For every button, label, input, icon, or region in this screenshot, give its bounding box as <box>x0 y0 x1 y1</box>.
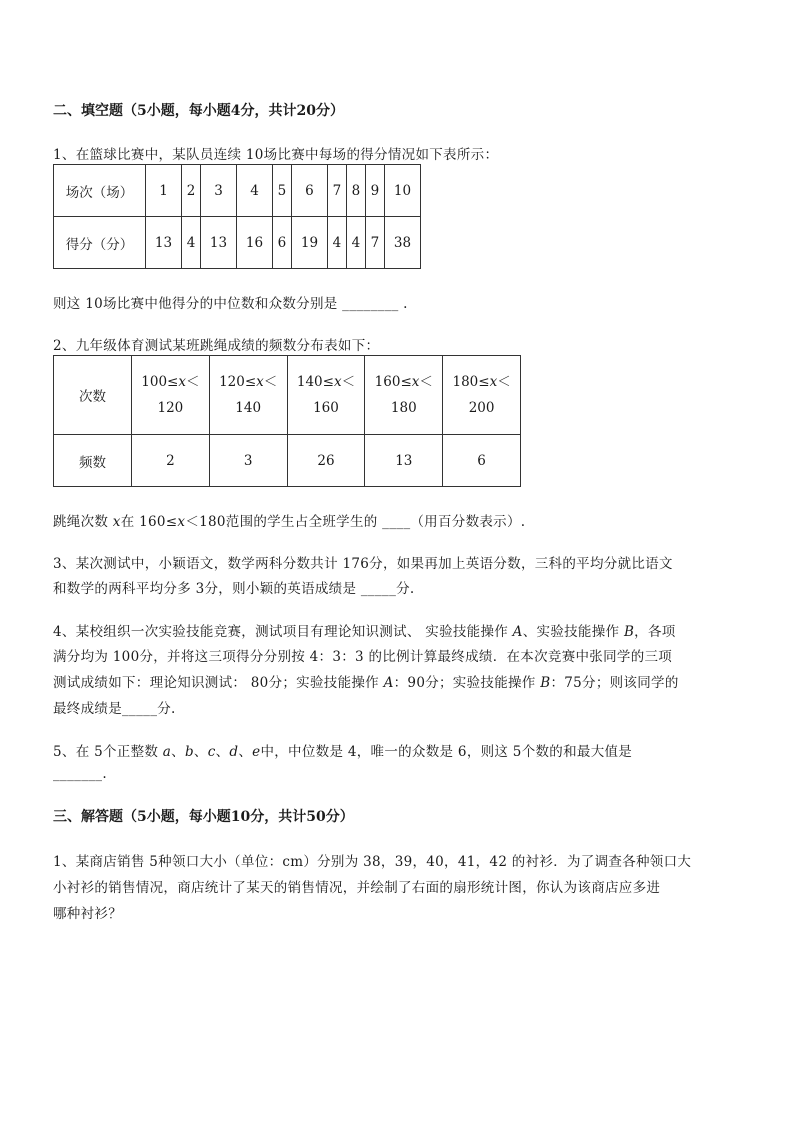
q1-score-cell: 38 <box>384 217 420 269</box>
q4-line2: 满分均为 100分，并将这三项得分分别按 4：3：3 的比例计算最终成绩．在本次竞赛中张同学的三项 <box>53 649 673 665</box>
q2-range-top <box>365 369 442 395</box>
q2-range-from: 180≤ <box>452 374 490 390</box>
q2-range-cell <box>209 356 287 435</box>
q2-range-top <box>288 369 365 395</box>
q5-var: d <box>229 744 239 760</box>
q1-game-cell: 6 <box>291 165 327 217</box>
q5-var: b <box>184 744 194 760</box>
q3-line1: 3、某次测试中，小颖语文，数学两科分数共计 176分，如果再加上英语分数，三科的平均分就比语文 <box>53 556 673 572</box>
q4-line1-b: 、实验技能操作 <box>522 624 624 640</box>
q2-question <box>53 510 525 530</box>
q1-question: 则这 10场比赛中他得分的中位数和众数分别是 ________ . <box>53 296 408 312</box>
q1-game-cell: 3 <box>200 165 236 217</box>
q1-text: 1、在篮球比赛中，某队员连续 10场比赛中每场的得分情况如下表所示： <box>53 147 499 163</box>
s3q1-line3: 哪种衬衫？ <box>53 906 122 922</box>
q2-range-to: 200 <box>468 400 495 416</box>
q1-score-cell: 7 <box>365 217 384 269</box>
q5-sep: 、 <box>171 744 185 760</box>
q2-text: 2、九年级体育测试某班跳绳成绩的频数分布表如下： <box>53 338 380 354</box>
q5-line1 <box>53 740 632 760</box>
q2-row-freqs <box>54 435 521 487</box>
q4-line1 <box>53 620 676 640</box>
q2-range-var: x <box>333 374 342 390</box>
q5-line2: _______. <box>53 766 107 782</box>
q2-question-c: ＜180范围的学生占全班学生的 ____（用百分数表示）. <box>185 514 526 530</box>
q1-game-cell: 8 <box>346 165 365 217</box>
q4-line1-a: 4、某校组织一次实验技能竞赛，测试项目有理论知识测试、 实验技能操作 <box>53 624 513 640</box>
q4-var-b: B <box>623 624 635 640</box>
q1-score-cell: 16 <box>236 217 272 269</box>
q2-freq-cell: 26 <box>287 435 365 487</box>
q4-line3 <box>53 671 679 691</box>
q4-line3-b: ：90分；实验技能操作 <box>393 675 541 691</box>
q2-range-from: 160≤ <box>374 374 412 390</box>
q2-range-cell <box>443 356 521 435</box>
q2-freq-cell: 2 <box>132 435 210 487</box>
q4-line1-c: ，各项 <box>634 624 676 640</box>
q2-range-top <box>443 369 520 395</box>
q5-var: c <box>207 744 216 760</box>
q1-score-cell: 13 <box>146 217 182 269</box>
q5-line1-b: 中，中位数是 4，唯一的众数是 6，则这 5个数的和最大值是 <box>260 744 633 760</box>
q2-frequency-table <box>53 355 521 487</box>
q2-range-lt: ＜ <box>341 374 356 390</box>
q2-freq-cell: 3 <box>209 435 287 487</box>
q4-var-a: A <box>383 675 394 691</box>
section-title-solutions: 三、解答题（5小题，每小题10分，共计50分） <box>53 809 354 825</box>
q2-range-from: 140≤ <box>296 374 334 390</box>
q2-range-lt: ＜ <box>497 374 511 390</box>
q1-row2-header: 得分（分） <box>54 217 146 269</box>
q2-range-top <box>210 369 287 395</box>
q1-game-cell: 5 <box>272 165 291 217</box>
section-title-fill-in: 二、填空题（5小题，每小题4分，共计20分） <box>53 103 344 119</box>
q2-range-lt: ＜ <box>186 374 200 390</box>
q2-range-var: x <box>256 374 264 390</box>
q2-range-lt: ＜ <box>419 374 433 390</box>
q5-var: e <box>252 744 261 760</box>
q2-range-to: 180 <box>390 400 417 416</box>
q5-line1-a: 5、在 5个正整数 <box>53 744 163 760</box>
q2-question-var: x <box>112 514 121 530</box>
q2-range-from: 120≤ <box>219 374 257 390</box>
q4-line3-c: ：75分；则该同学的 <box>550 675 679 691</box>
q2-range-from: 100≤ <box>141 374 179 390</box>
q1-game-cell: 1 <box>146 165 182 217</box>
q2-range-cell <box>365 356 443 435</box>
q5-sep: 、 <box>238 744 253 760</box>
q2-question-var2: x <box>177 514 186 530</box>
q2-range-to: 120 <box>157 400 184 416</box>
q2-range-to: 140 <box>235 400 262 416</box>
q3-line2: 和数学的两科平均分多 3分，则小颖的英语成绩是 _____分. <box>53 581 415 597</box>
q5-sep: 、 <box>215 744 230 760</box>
q1-game-cell: 2 <box>182 165 201 217</box>
q2-range-var: x <box>411 374 420 390</box>
q5-var: a <box>162 744 172 760</box>
q1-score-cell: 4 <box>327 217 346 269</box>
q1-score-cell: 19 <box>291 217 327 269</box>
q2-row2-header: 频数 <box>54 435 132 487</box>
q4-var-a: A <box>512 624 523 640</box>
q1-score-cell: 13 <box>200 217 236 269</box>
q4-line4: 最终成绩是_____分. <box>53 701 176 717</box>
q2-range-cell <box>132 356 210 435</box>
q2-question-a: 跳绳次数 <box>53 514 113 530</box>
q2-range-top <box>132 369 209 395</box>
q4-line3-a: 测试成绩如下：理论知识测试： 80分；实验技能操作 <box>53 675 384 691</box>
q1-score-cell: 4 <box>182 217 201 269</box>
q2-freq-cell: 6 <box>443 435 521 487</box>
q1-row-scores <box>54 217 421 269</box>
q2-range-var: x <box>489 374 498 390</box>
q4-var-b: B <box>540 675 551 691</box>
q2-range-lt: ＜ <box>263 374 278 390</box>
q1-game-cell: 7 <box>327 165 346 217</box>
s3q1-line1: 1、某商店销售 5种领口大小（单位：cm）分别为 38，39，40，41，42 的衬衫．为了调查各种领口大 <box>53 854 692 870</box>
q1-score-cell: 4 <box>346 217 365 269</box>
q1-game-cell: 4 <box>236 165 272 217</box>
q2-range-to: 160 <box>313 400 339 416</box>
q2-freq-cell: 13 <box>365 435 443 487</box>
q1-game-cell: 10 <box>384 165 420 217</box>
q2-row-ranges <box>54 356 521 435</box>
q5-sep: 、 <box>193 744 208 760</box>
q2-range-var: x <box>178 374 186 390</box>
q1-row-games <box>54 165 421 217</box>
q2-range-cell <box>287 356 365 435</box>
q1-score-table <box>53 164 421 269</box>
q2-question-b: 在 160≤ <box>120 514 178 530</box>
s3q1-line2: 小衬衫的销售情况，商店统计了某天的销售情况，并绘制了右面的扇形统计图，你认为该商店应多进 <box>53 880 661 896</box>
q1-score-cell: 6 <box>272 217 291 269</box>
q1-game-cell: 9 <box>365 165 384 217</box>
q1-row1-header: 场次（场） <box>54 165 146 217</box>
q2-row1-header: 次数 <box>54 356 132 435</box>
